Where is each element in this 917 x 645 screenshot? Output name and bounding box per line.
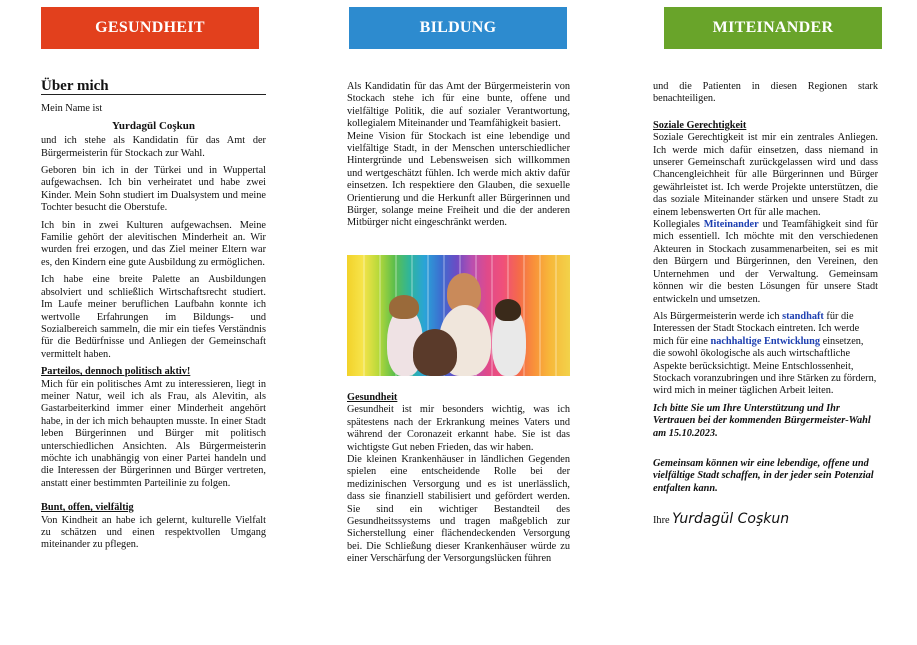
paragraph: Als Kandidatin für das Amt der Bürgermeisterin von Stockach stehe ich für eine bunte, offene und vielfältige Politik, die auf sozialer Verantwortung, kollegialem Miteinander und Teamfähigkeit basiert. xyxy=(347,81,570,130)
text-run: für die Interessen der Stadt Stockach eintreten. Ich werde mich für eine xyxy=(653,310,860,347)
paragraph: Ich habe eine breite Palette an Ausbildungen absolviert und schließlich Wirtschaftsrecht studiert. Im Laufe meiner beruflichen Laufbahn konnte ich wertvolle Erfahrungen im Bildungs- und Sozialbereich sammeln, die mir ein tiefes Verständnis für die Bedürfnisse und Anliegen der Gemeinschaft vermittelt haben. xyxy=(41,274,266,360)
text-run: und Teamfähigkeit sind für mich essentiell. Ich möchte mit den verschiedenen Akteuren in Stockach zusammenarbeiten, sei es mit den Bürgern und Bürgerinnen, den Vereinen, den Unternehmen und der Verwaltung. Gemeinsam können wir die besten Lösungen für unsere Stadt entwickeln und umsetzen. xyxy=(653,219,878,305)
paragraph: Ich bin in zwei Kulturen aufgewachsen. Meine Familie gehört der alevitischen Minderheit an. Wir wurden frei erzogen, und das Ziel meiner Eltern war es, den Kindern eine gute Ausbildung zu ermöglichen. xyxy=(41,219,266,268)
paragraph: Meine Vision für Stockach ist eine lebendige und vielfältige Stadt, in der Menschen unterschiedlicher Hintergründe und Lebensweisen sich willkommen und wertgeschätzt fühlen. Ich werde mich aktiv dafür einsetzen. Ich respektiere den Glauben, die sexuelle Orientierung und die Herkunft aller Bürgerinnen und Bürger, solange meine Freiheit und die der anderen Mitbürger nicht eingeschränkt werden. xyxy=(347,130,570,229)
column-about-me xyxy=(41,80,266,557)
paragraph: Die kleinen Krankenhäuser in ländlichen Gegenden spielen eine entscheidende Rolle bei der medizinischen Versorgung und es ist unerlässlich, dass sie finanziell stabilisiert und gefördert werden. Sie sind ein wichtiger Bestandteil des Gesundheitssystems und tragen maßgeblich zur Sicherstellung einer flächendeckenden Versorgung bei. Die Schließung dieser Krankenhäuser würde zu einer Verschärfung der Versorgungslücken führen xyxy=(347,453,570,565)
paragraph xyxy=(653,311,878,398)
paragraph xyxy=(653,219,878,306)
paragraph: Von Kindheit an habe ich gelernt, kulturelle Vielfalt zu schätzen und einen respektvollen Umgang miteinander zu pflegen. xyxy=(41,514,266,551)
paragraph: Soziale Gerechtigkeit ist mir ein zentrales Anliegen. Ich werde mich dafür einsetzen, dass niemand in unserer Gemeinschaft zurückgelassen wird und dass Chancengleichheit für alle Bürgerinnen und Bürger gewährleistet ist. Ich werde Projekte unterstützen, die das soziale Miteinander stärken und unsere Stadt zu einem lebenswerten Ort für alle machen. xyxy=(653,132,878,218)
about-title: Über mich xyxy=(41,80,266,95)
text-run: einsetzen, die sowohl ökologische als auch wirtschaftliche Aspekte berücksichtigt. Meine Entschlossenheit, Stockach voranzubringen und ihre Stärken zu fördern, wird mich in meiner täglichen Arbeit leiten. xyxy=(653,335,877,397)
text-run: Als Bürgermeisterin werde ich xyxy=(653,310,783,322)
column-vision xyxy=(347,81,570,571)
appeal-text: Ich bitte Sie um Ihre Unterstützung und Ihr Vertrauen bei der kommenden Bürgermeister-Wahl am 15.10.2023. xyxy=(653,402,871,439)
children-colorful-wall-photo xyxy=(347,255,570,376)
intro-text: Mein Name ist xyxy=(41,103,103,115)
paragraph: Mich für ein politisches Amt zu interessieren, liegt in meiner Natur, weil ich als Frau, als Alevitin, als Gastarbeiterkind immer einer Minderheit angehört habe, in der ich mich behaupten musste. In einer Stadt leben Bürgerinnen und Bürger mit politisch unterschiedlichen Ansichten. Als Bürgermeisterin möchte ich unabhängig von einer Partei handeln und die Interessen der Bürgerinnen und Bürger vertreten, anstatt einer bestimmten Parteilinie zu folgen. xyxy=(41,378,266,489)
highlight-standhaft: standhaft xyxy=(782,310,824,322)
column-goals xyxy=(653,81,878,533)
paragraph: und die Patienten in diesen Regionen stark benachteiligen. xyxy=(653,81,878,105)
candidate-name: Yurdagül Coşkun xyxy=(111,119,196,132)
signature-prefix: Ihre xyxy=(653,515,673,527)
banner-bildung: BILDUNG xyxy=(349,7,567,49)
closing-text: Gemeinsam können wir eine lebendige, offene und vielfältige Stadt schaffen, in der jeder sein Potenzial entfalten kann. xyxy=(653,457,874,494)
highlight-miteinander: Miteinander xyxy=(703,219,759,231)
signature-name: Yurdagül Coşkun xyxy=(672,511,790,528)
section-heading-soziale-gerechtigkeit: Soziale Gerechtigkeit xyxy=(653,119,747,131)
text-run: Kollegiales xyxy=(653,219,704,231)
signature xyxy=(653,513,878,527)
banner-miteinander: MITEINANDER xyxy=(664,7,882,49)
paragraph: und ich stehe als Kandidatin für das Amt der Bürgermeisterin für Stockach zur Wahl. xyxy=(41,135,266,159)
section-heading-bunt: Bunt, offen, vielfältig xyxy=(41,502,134,514)
highlight-nachhaltige-entwicklung: nachhaltige Entwicklung xyxy=(710,335,821,347)
paragraph: Gesundheit ist mir besonders wichtig, was ich spätestens nach der Erkrankung meines Vaters und während der Coronazeit erkannt habe. Sie ist das wichtigste Gut neben Frieden, das wir haben. xyxy=(347,404,570,453)
paragraph: Geboren bin ich in der Türkei und in Wuppertal aufgewachsen. Ich bin verheiratet und habe zwei Kinder. Mein Sohn studiert im Dualsystem und meine Tochter besucht die Oberstufe. xyxy=(41,165,266,214)
section-heading-gesundheit: Gesundheit xyxy=(347,391,398,403)
section-heading-parteilos: Parteilos, dennoch politisch aktiv! xyxy=(41,366,191,378)
banner-gesundheit: GESUNDHEIT xyxy=(41,7,259,49)
